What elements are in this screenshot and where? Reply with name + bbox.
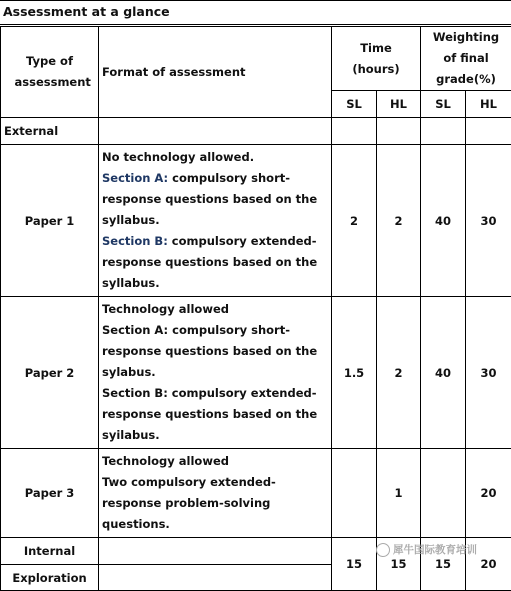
paper2-time-hl: 2 — [377, 297, 421, 449]
header-time: Time (hours) — [332, 27, 421, 91]
header-time-sl: SL — [332, 91, 377, 118]
paper1-name: Paper 1 — [1, 145, 99, 297]
internal-weight-sl: 15 — [421, 538, 466, 591]
page-title: Assessment at a glance — [0, 0, 511, 25]
internal-name: Internal — [1, 538, 99, 565]
exploration-name: Exploration — [1, 565, 99, 591]
paper2-time-sl: 1.5 — [332, 297, 377, 449]
header-weight-sl: SL — [421, 91, 466, 118]
paper2-format: Technology allowed Section A: compulsory short-response questions based on the sylabus. Section B: compulsory extended-response questions based on the syilabus. — [99, 297, 332, 449]
paper1-weight-hl: 30 — [466, 145, 511, 297]
wechat-icon — [376, 543, 390, 557]
header-type: Type of assessment — [1, 27, 99, 118]
header-format: Format of assessment — [99, 27, 332, 118]
paper1-format: No technology allowed. Section A: compulsory short-response questions based on the syllabus. Section B: compulsory extended-response questions based on the syllabus. — [99, 145, 332, 297]
header-weighting: Weighting of final grade(%) — [421, 27, 511, 91]
paper2-weight-sl: 40 — [421, 297, 466, 449]
internal-time-sl: 15 — [332, 538, 377, 591]
paper3-weight-hl: 20 — [466, 449, 511, 538]
header-time-hl: HL — [377, 91, 421, 118]
paper1-time-sl: 2 — [332, 145, 377, 297]
internal-time-hl: 15 — [377, 538, 421, 591]
paper1-section-b-label: Section B: — [102, 234, 168, 248]
header-weight-hl: HL — [466, 91, 511, 118]
paper3-name: Paper 3 — [1, 449, 99, 538]
watermark: 犀牛国际教育培训 — [376, 542, 477, 557]
paper2-weight-hl: 30 — [466, 297, 511, 449]
paper1-section-a-label: Section A: — [102, 171, 168, 185]
assessment-table — [0, 26, 511, 591]
internal-weight-hl: 20 — [466, 538, 511, 591]
paper1-weight-sl: 40 — [421, 145, 466, 297]
paper3-format: Technology allowed Two compulsory extended-response problem-solving questions. — [99, 449, 332, 538]
paper1-time-hl: 2 — [377, 145, 421, 297]
paper2-name: Paper 2 — [1, 297, 99, 449]
section-external: External — [1, 118, 99, 145]
paper3-time-hl: 1 — [377, 449, 421, 538]
